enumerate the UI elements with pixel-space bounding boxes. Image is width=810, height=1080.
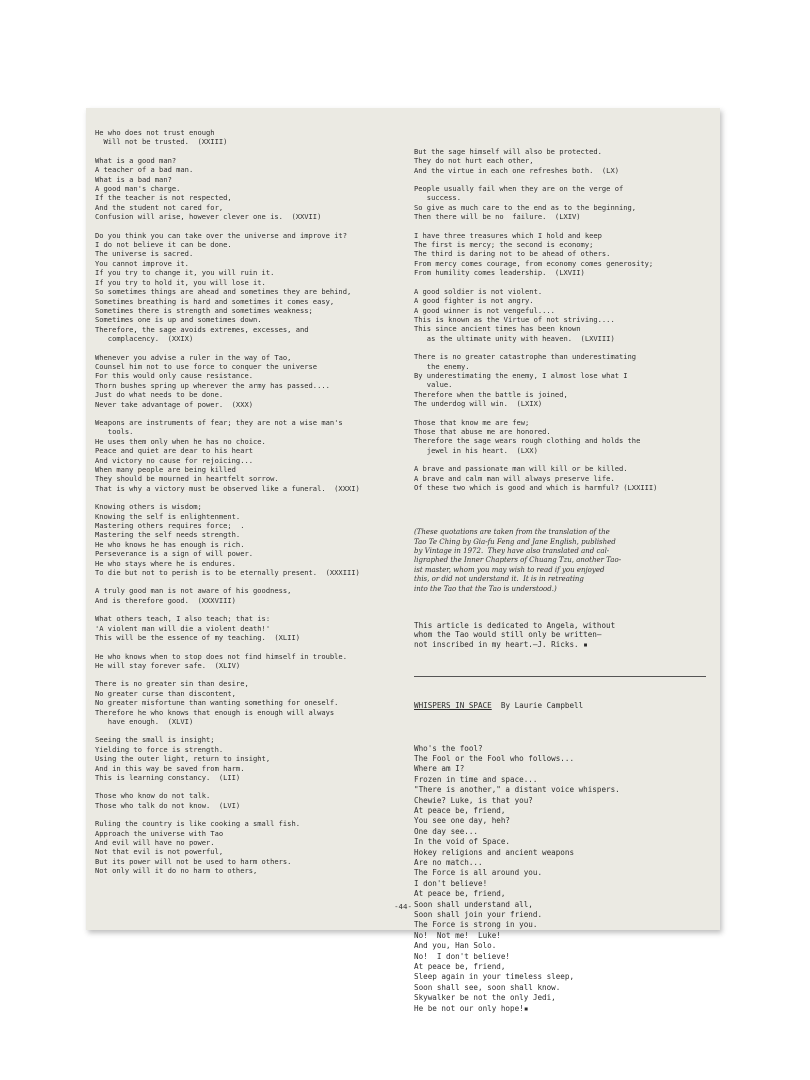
quote-line: have enough. (XLVI) (95, 716, 194, 726)
quote-line: Those who know do not talk. (95, 791, 211, 801)
quote-line: He who stays where he is endures. (95, 558, 236, 568)
poem-line: You see one day, heh? (414, 816, 511, 826)
dedication-line: This article is dedicated to Angela, without (414, 620, 616, 630)
quote-stanza (95, 231, 399, 344)
quote-stanza (95, 156, 399, 222)
article-title: WHISPERS IN SPACE (414, 701, 492, 711)
right-quotes (414, 147, 714, 493)
poem-line: The Fool or the Fool who follows... (414, 753, 575, 763)
quote-line: The third is daring not to be ahead of others. (414, 249, 611, 259)
quote-stanza (95, 586, 399, 605)
quote-line: A good fighter is not angry. (414, 296, 534, 306)
quote-line: From mercy comes courage, from economy comes generosity; (414, 258, 654, 268)
quote-line: He who knows he has enough is rich. (95, 539, 245, 549)
poem-line: At peace be, friend, (414, 962, 506, 972)
poem-line: Soon shall see, soon shall know. (414, 982, 561, 992)
quote-line: If you try to hold it, you will lose it. (95, 277, 266, 287)
quote-stanza (95, 735, 399, 782)
quote-line: value. (414, 380, 453, 390)
quote-line: And the virtue in each one refreshes both. (LX) (414, 165, 619, 175)
quote-line: This will be the essence of my teaching. (XLII) (95, 633, 300, 643)
quote-line: Perseverance is a sign of will power. (95, 549, 254, 559)
quote-line: They do not hurt each other, (414, 156, 534, 166)
poem-line: Soon shall join your friend. (414, 910, 543, 919)
quote-line: To die but not to perish is to be eternally present. (XXXIII) (95, 568, 360, 578)
quote-stanza (95, 418, 399, 493)
quote-line: There is no greater catastrophe than underestimating (414, 352, 637, 362)
poem-line: The Force is all around you. (414, 868, 543, 878)
quote-line: What is a bad man? (95, 174, 172, 184)
quote-line: Whenever you advise a ruler in the way of Tao, (95, 352, 292, 362)
quote-line: Of these two which is good and which is harmful? (LXXIII) (414, 483, 658, 492)
quote-line: Weapons are instruments of fear; they are not a wise man's (95, 417, 343, 427)
quote-line: Knowing others is wisdom; (95, 502, 202, 512)
dedication-line: not inscribed in my heart.—J. Ricks. ▪ (414, 640, 588, 650)
quote-line: I do not believe it can be done. (95, 240, 232, 250)
article-byline: By Laurie Campbell (500, 701, 584, 711)
quote-line: Approach the universe with Tao (95, 828, 224, 838)
poem-line: At peace be, friend, (414, 805, 506, 815)
quote-line: Confusion will arise, however clever one is. (XXVII) (95, 212, 322, 222)
poem-line: "There is another," a distant voice whispers. (414, 785, 620, 795)
poem-line: No! Not me! Luke! (414, 930, 501, 940)
quote-line: Peace and quiet are dear to his heart (95, 446, 254, 456)
quote-line: People usually fail when they are on the verge of (414, 184, 624, 194)
quote-line: And is therefore good. (XXXVIII) (95, 595, 236, 605)
quote-line: A brave and calm man will always preserve life. (414, 473, 615, 483)
quote-stanza (414, 418, 714, 456)
quote-line: What others teach, I also teach; that is: (95, 614, 271, 624)
quote-line: From humility comes leadership. (LXVII) (414, 268, 585, 278)
poem-line: The Force is strong in you. (414, 920, 538, 930)
quote-line: Seeing the small is insight; (95, 735, 215, 745)
quote-line: success. (414, 193, 461, 203)
quote-line: jewel in his heart. (LXX) (414, 445, 538, 455)
quote-stanza (414, 352, 714, 408)
quote-line: He who knows when to stop does not find himself in trouble. (95, 651, 347, 661)
quote-line: The universe is sacred. (95, 249, 194, 259)
quote-line: If the teacher is not respected, (95, 193, 232, 203)
quote-line: So sometimes things are ahead and sometimes they are behind, (95, 287, 352, 297)
note-line: ist master, whom you may wish to read if you enjoyed (414, 565, 605, 574)
quote-line: The underdog will win. (LXIX) (414, 399, 543, 409)
quote-line: 'A violent man will die a violent death!' (95, 623, 271, 633)
quote-line: And in this way be saved from harm. (95, 763, 245, 773)
quote-line: Thorn bushes spring up wherever the army has passed.... (95, 380, 330, 390)
poem-line: Who's the fool? (414, 743, 483, 753)
quote-line: Not that evil is not powerful, (95, 847, 224, 857)
poem-line: Chewie? Luke, is that you? (414, 795, 533, 805)
magazine-page (86, 108, 720, 1013)
note-line: ligraphed the Inner Chapters of Chuang Tzu, another Tao- (414, 556, 622, 565)
quote-line: Sometimes breathing is hard and sometimes it comes easy, (95, 296, 335, 306)
quote-stanza (414, 231, 714, 278)
quote-stanza (95, 652, 399, 671)
left-column (95, 128, 399, 885)
quote-line: Do you think you can take over the universe and improve it? (95, 230, 347, 240)
quote-line: And the student not cared for, (95, 202, 224, 212)
dedication-line: whom the Tao would still only be written— (414, 630, 602, 640)
quote-line: A good soldier is not violent. (414, 286, 543, 296)
quote-line: I have three treasures which I hold and keep (414, 230, 602, 240)
quote-stanza (414, 464, 714, 492)
quote-line: He who does not trust enough (95, 128, 215, 137)
quote-line: Not only will it do no harm to others, (95, 866, 258, 876)
quote-line: as the ultimate unity with heaven. (LXVIII) (414, 333, 615, 343)
quote-stanza (414, 287, 714, 343)
quote-stanza (95, 614, 399, 642)
quote-line: No greater curse than discontent, (95, 688, 236, 698)
quote-line: Then there will be no failure. (LXIV) (414, 212, 581, 222)
quote-line: A brave and passionate man will kill or be killed. (414, 464, 628, 474)
poem-line: No! I don't believe! (414, 951, 511, 961)
quote-line: This is learning constancy. (LII) (95, 772, 241, 782)
quote-line: A teacher of a bad man. (95, 165, 194, 175)
quote-line: the enemy. (414, 361, 470, 371)
quote-line: complacency. (XXIX) (95, 334, 194, 344)
poem-line: Are no match... (414, 857, 483, 867)
quote-line: He uses them only when he has no choice. (95, 436, 266, 446)
quote-line: Counsel him not to use force to conquer the universe (95, 361, 318, 371)
quote-line: Mastering others requires force; . (95, 521, 245, 531)
note-line: this, or did not understand it. It is in retreating (414, 575, 584, 584)
quote-line: If you try to change it, you will ruin it. (95, 268, 275, 278)
poem-line: Skywalker be not the only Jedi, (414, 993, 556, 1003)
quote-line: Those that abuse me are honored. (414, 426, 551, 436)
quote-line: No greater misfortune than wanting something for oneself. (95, 698, 339, 708)
quote-line: Therefore he who knows that enough is enough will always (95, 707, 335, 717)
note-line: Tao Te Ching by Gia-fu Feng and Jane English, published (414, 537, 616, 546)
poem-line: In the void of Space. (414, 837, 511, 847)
poem-line: Sleep again in your timeless sleep, (414, 972, 575, 982)
quote-stanza (95, 819, 399, 875)
quote-line: What is a good man? (95, 155, 177, 165)
note-line: (These quotations are taken from the translation of the (414, 528, 610, 537)
quote-line: Will not be trusted. (XXIII) (95, 137, 228, 147)
dedication (414, 621, 714, 650)
quote-line: He will stay forever safe. (XLIV) (95, 660, 241, 670)
right-column (414, 128, 714, 1033)
quote-line: They should be mourned in heartfelt sorrow. (95, 474, 279, 484)
quote-line: You cannot improve it. (95, 258, 189, 268)
poem-line: He be not our only hope!▪ (414, 1003, 529, 1013)
quote-line: Those that know me are few; (414, 417, 530, 427)
poem-line: And you, Han Solo. (414, 941, 497, 951)
quote-line: The first is mercy; the second is economy; (414, 240, 594, 250)
quote-stanza (95, 791, 399, 810)
quote-line: Sometimes one is up and sometimes down. (95, 315, 262, 325)
quote-stanza (95, 128, 399, 147)
quote-line: Using the outer light, return to insight, (95, 754, 271, 764)
quote-stanza (95, 502, 399, 577)
quote-line: By underestimating the enemy, I almost lose what I (414, 370, 628, 380)
quote-stanza (414, 184, 714, 222)
article-heading (414, 701, 714, 710)
quote-line: And victory no cause for rejoicing... (95, 455, 254, 465)
quote-line: A good man's charge. (95, 184, 181, 194)
poem-body (414, 744, 714, 1015)
quote-stanza (95, 353, 399, 409)
quote-line: Knowing the self is enlightenment. (95, 511, 241, 521)
quote-stanza (414, 147, 714, 175)
quote-line: When many people are being killed (95, 465, 236, 474)
quote-line: A good winner is not vengeful.... (414, 305, 555, 315)
quote-line: This since ancient times has been known (414, 324, 581, 334)
quote-line: Those who talk do not know. (LVI) (95, 800, 241, 810)
quote-line: And evil will have no power. (95, 838, 215, 847)
quote-line: A truly good man is not aware of his goodness, (95, 586, 292, 596)
poem-line: Soon shall understand all, (414, 899, 533, 909)
quote-line: Therefore when the battle is joined, (414, 389, 568, 399)
quote-line: For this would only cause resistance. (95, 371, 254, 381)
quote-line: tools. (95, 427, 134, 437)
note-line: into the Tao that the Tao is understood.) (414, 584, 557, 593)
quote-stanza (95, 679, 399, 726)
poem-line: Frozen in time and space... (414, 774, 538, 784)
quote-line: There is no greater sin than desire, (95, 679, 249, 689)
quote-line: Never take advantage of power. (XXX) (95, 399, 254, 409)
poem-line: Hokey religions and ancient weapons (414, 847, 575, 857)
translation-note (414, 528, 714, 594)
poem-line: I don't believe! (414, 878, 488, 888)
quote-line: But its power will not be used to harm others. (95, 856, 292, 866)
poem-line: One day see... (414, 826, 479, 836)
section-divider (414, 676, 706, 677)
quote-line: This is known as the Virtue of not striving.... (414, 314, 615, 324)
quote-line: Therefore, the sage avoids extremes, excesses, and (95, 324, 309, 334)
quote-line: Yielding to force is strength. (95, 744, 224, 754)
poem-line: Where am I? (414, 764, 465, 774)
quote-line: Therefore the sage wears rough clothing and holds the (414, 436, 641, 446)
quote-line: Sometimes there is strength and sometimes weakness; (95, 305, 313, 315)
quote-line: Just do what needs to be done. (95, 390, 224, 400)
quote-line: Ruling the country is like cooking a small fish. (95, 819, 300, 829)
page-number: -44- (394, 902, 412, 911)
quote-line: So give as much care to the end as to the beginning, (414, 202, 637, 212)
quote-line: That is why a victory must be observed like a funeral. (XXXI) (95, 483, 360, 493)
quote-line: Mastering the self needs strength. (95, 530, 241, 540)
note-line: by Vintage in 1972. They have also translated and cal- (414, 547, 610, 556)
quote-line: But the sage himself will also be protected. (414, 146, 602, 156)
poem-line: At peace be, friend, (414, 889, 506, 899)
